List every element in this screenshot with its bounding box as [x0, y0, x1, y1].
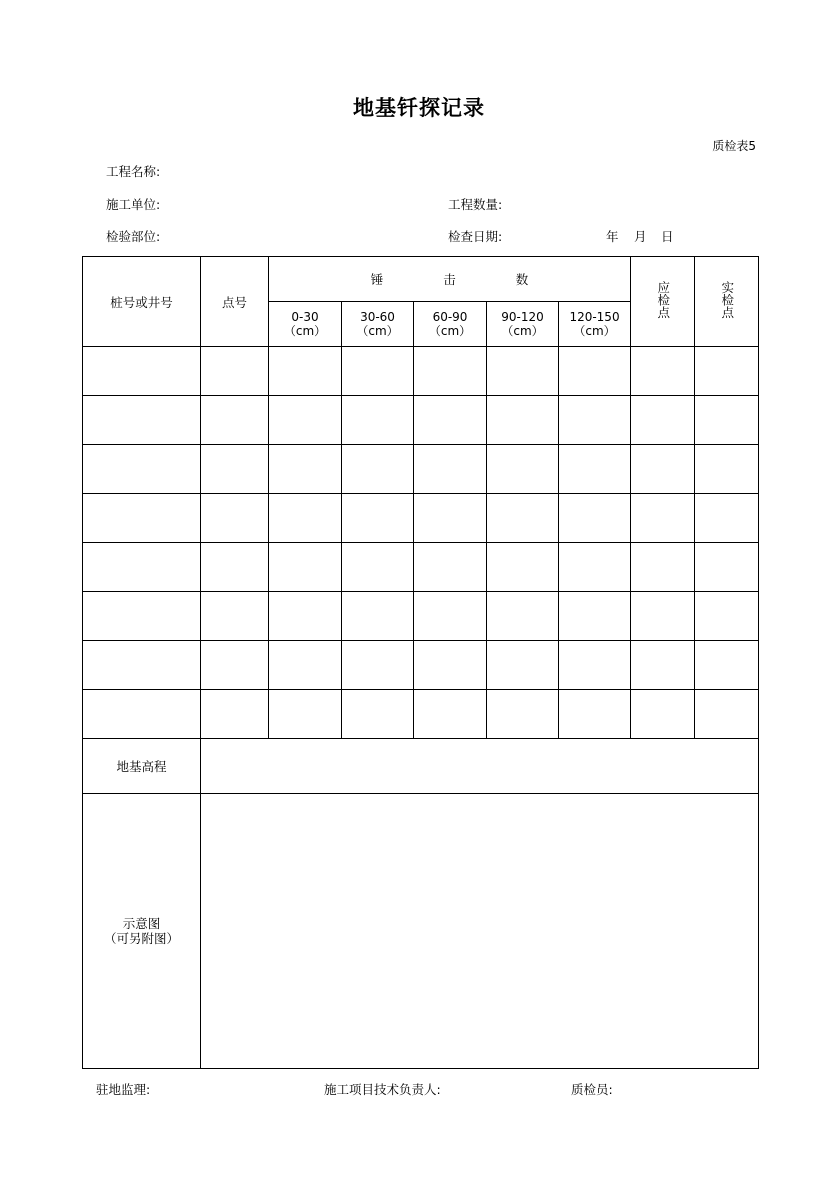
- depth-range: 120-150: [569, 310, 620, 324]
- sketch-sublabel: （可另附图）: [103, 931, 179, 946]
- sketch-area[interactable]: [201, 794, 759, 1069]
- table-cell[interactable]: [269, 543, 342, 592]
- table-cell[interactable]: [83, 690, 201, 739]
- form-number: 质检表5: [712, 139, 756, 153]
- header-actual-check: [695, 257, 759, 347]
- sketch-label-cell: [83, 794, 201, 1069]
- table-cell[interactable]: [695, 494, 759, 543]
- actual-check-label: 实检点: [719, 281, 735, 319]
- quantity-label: 工程数量:: [448, 197, 503, 212]
- table-cell[interactable]: [487, 445, 559, 494]
- depth-range: 0-30: [291, 310, 319, 324]
- should-check-label: 应检点: [655, 281, 671, 319]
- table-cell[interactable]: [83, 641, 201, 690]
- header-blow-count-2: 击: [443, 272, 456, 287]
- supervisor-label: 驻地监理:: [96, 1082, 151, 1097]
- table-cell[interactable]: [83, 592, 201, 641]
- table-cell[interactable]: [559, 396, 631, 445]
- table-cell[interactable]: [631, 592, 695, 641]
- depth-range: 30-60: [360, 310, 395, 324]
- table-cell[interactable]: [559, 494, 631, 543]
- table-cell[interactable]: [201, 396, 269, 445]
- table-cell[interactable]: [269, 690, 342, 739]
- project-name-label: 工程名称:: [106, 164, 161, 179]
- header-blow-count: [269, 257, 631, 302]
- table-cell[interactable]: [269, 347, 342, 396]
- table-cell[interactable]: [487, 543, 559, 592]
- date-year: 年: [606, 229, 619, 244]
- table-cell[interactable]: [487, 690, 559, 739]
- depth-range-cell: [487, 302, 559, 347]
- table-cell[interactable]: [414, 396, 487, 445]
- table-cell[interactable]: [414, 592, 487, 641]
- table-cell[interactable]: [201, 641, 269, 690]
- table-cell[interactable]: [695, 592, 759, 641]
- depth-range: 90-120: [501, 310, 544, 324]
- table-cell[interactable]: [342, 592, 414, 641]
- table-cell[interactable]: [695, 396, 759, 445]
- inspection-date-label: 检查日期:: [448, 229, 503, 244]
- table-cell[interactable]: [631, 396, 695, 445]
- table-cell[interactable]: [269, 445, 342, 494]
- table-cell[interactable]: [83, 347, 201, 396]
- table-cell[interactable]: [414, 445, 487, 494]
- table-cell[interactable]: [269, 592, 342, 641]
- table-cell[interactable]: [559, 347, 631, 396]
- table-cell[interactable]: [695, 445, 759, 494]
- table-cell[interactable]: [269, 396, 342, 445]
- table-cell[interactable]: [414, 543, 487, 592]
- header-blow-count-3: 数: [515, 272, 529, 287]
- header-pile-no: 桩号或井号: [83, 257, 201, 347]
- depth-unit: （cm）: [428, 324, 472, 338]
- table-cell[interactable]: [414, 690, 487, 739]
- page-title: 地基钎探记录: [353, 96, 485, 120]
- date-day: 日: [661, 229, 674, 244]
- inspector-label: 质检员:: [571, 1082, 613, 1097]
- table-cell[interactable]: [342, 690, 414, 739]
- table-row: [83, 347, 759, 396]
- table-cell[interactable]: [414, 641, 487, 690]
- depth-range-cell: [269, 302, 342, 347]
- table-cell[interactable]: [487, 494, 559, 543]
- table-cell[interactable]: [342, 347, 414, 396]
- table-cell[interactable]: [201, 690, 269, 739]
- table-cell[interactable]: [631, 347, 695, 396]
- depth-range: 60-90: [432, 310, 468, 324]
- table-cell[interactable]: [269, 494, 342, 543]
- table-cell[interactable]: [342, 641, 414, 690]
- foundation-elevation-value[interactable]: [201, 739, 759, 794]
- table-cell[interactable]: [487, 592, 559, 641]
- header-point-no: 点号: [201, 257, 269, 347]
- table-cell[interactable]: [695, 690, 759, 739]
- probe-record-table: [82, 256, 759, 1069]
- depth-range-cell: [342, 302, 414, 347]
- table-cell[interactable]: [83, 445, 201, 494]
- table-cell[interactable]: [414, 494, 487, 543]
- table-row: [83, 494, 759, 543]
- table-cell[interactable]: [201, 543, 269, 592]
- depth-unit: （cm）: [573, 324, 616, 338]
- table-cell[interactable]: [342, 494, 414, 543]
- table-cell[interactable]: [201, 592, 269, 641]
- table-cell[interactable]: [695, 347, 759, 396]
- table-cell[interactable]: [631, 445, 695, 494]
- table-cell[interactable]: [695, 641, 759, 690]
- table-row: [83, 543, 759, 592]
- table-cell[interactable]: [559, 543, 631, 592]
- inspection-part-label: 检验部位:: [106, 229, 161, 244]
- table-cell[interactable]: [559, 592, 631, 641]
- table-cell[interactable]: [487, 347, 559, 396]
- table-cell[interactable]: [487, 396, 559, 445]
- table-cell[interactable]: [201, 445, 269, 494]
- tech-lead-label: 施工项目技术负责人:: [324, 1082, 441, 1097]
- table-cell[interactable]: [201, 494, 269, 543]
- depth-range-cell: [414, 302, 487, 347]
- foundation-elevation-label: 地基高程: [83, 739, 201, 794]
- table-row: [83, 592, 759, 641]
- table-cell[interactable]: [631, 641, 695, 690]
- depth-range-cell: [559, 302, 631, 347]
- table-cell[interactable]: [631, 543, 695, 592]
- date-month: 月: [634, 229, 647, 244]
- table-cell[interactable]: [414, 347, 487, 396]
- header-blow-count-1: 锤: [370, 272, 384, 287]
- table-cell[interactable]: [342, 396, 414, 445]
- table-row: [83, 641, 759, 690]
- table-cell[interactable]: [631, 690, 695, 739]
- table-cell[interactable]: [83, 543, 201, 592]
- depth-unit: （cm）: [501, 324, 544, 338]
- table-cell[interactable]: [201, 347, 269, 396]
- table-cell[interactable]: [342, 543, 414, 592]
- table-cell[interactable]: [83, 396, 201, 445]
- table-row: [83, 396, 759, 445]
- depth-unit: （cm）: [283, 324, 327, 338]
- table-cell[interactable]: [559, 690, 631, 739]
- construction-unit-label: 施工单位:: [106, 197, 161, 212]
- table-row: [83, 690, 759, 739]
- table-cell[interactable]: [83, 494, 201, 543]
- table-cell[interactable]: [487, 641, 559, 690]
- table-row: [83, 445, 759, 494]
- table-cell[interactable]: [342, 445, 414, 494]
- sketch-label: 示意图: [122, 916, 161, 931]
- depth-unit: （cm）: [356, 324, 399, 338]
- table-cell[interactable]: [559, 641, 631, 690]
- table-cell[interactable]: [631, 494, 695, 543]
- table-cell[interactable]: [269, 641, 342, 690]
- header-should-check: [631, 257, 695, 347]
- table-cell[interactable]: [695, 543, 759, 592]
- table-cell[interactable]: [559, 445, 631, 494]
